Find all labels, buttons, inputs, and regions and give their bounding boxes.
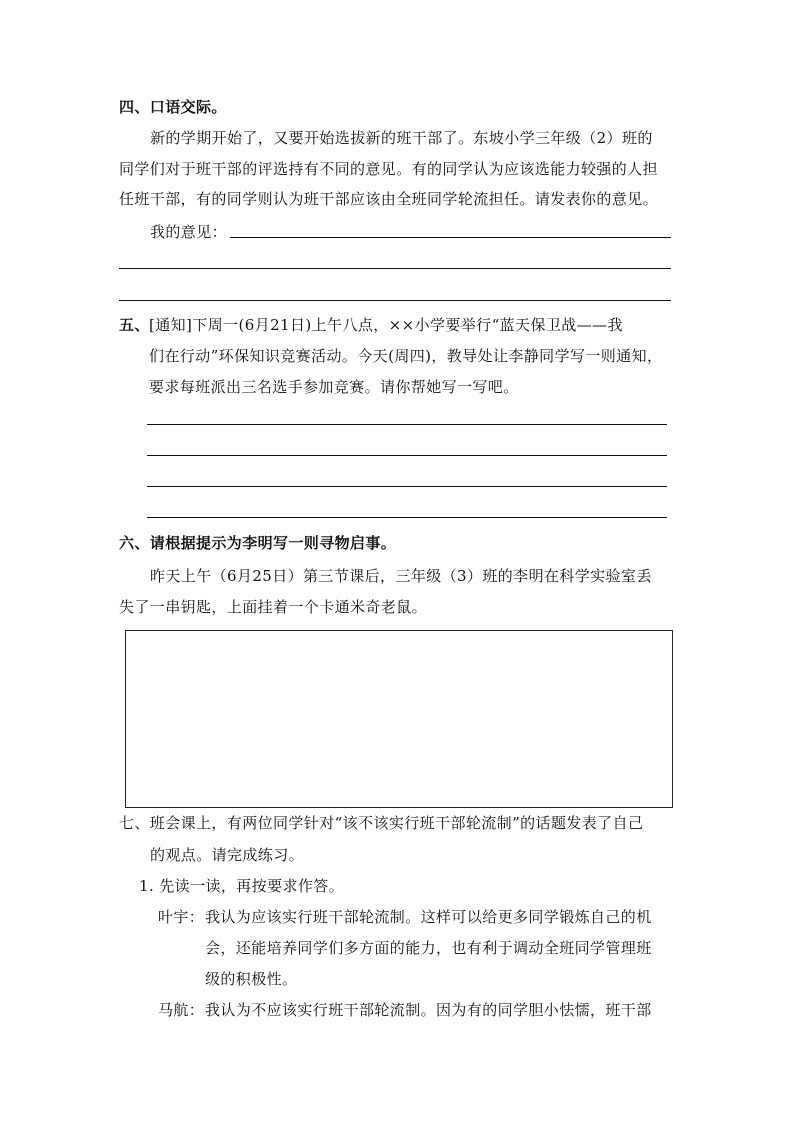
- section-4-line-2: 同学们对于班干部的评选持有不同的意见。有的同学认为应该选能力较强的人担: [119, 160, 659, 178]
- section-6-title: 六、请根据提示为李明写一则寻物启事。: [119, 534, 397, 552]
- notice-answer-line-2[interactable]: [147, 455, 667, 456]
- yeyu-line-3: 级的积极性。: [205, 970, 298, 988]
- yeyu-line-2: 会，还能培养同学们多方面的能力，也有利于调动全班同学管理班: [205, 939, 652, 957]
- yeyu-line-1: 我认为应该实行班干部轮流制。这样可以给更多同学锻炼自己的机: [205, 908, 652, 926]
- section-6-line-2: 失了一串钥匙，上面挂着一个卡通米奇老鼠。: [119, 598, 428, 616]
- section-6-line-1: 昨天上午（6月25日）第三节课后，三年级（3）班的李明在科学实验室丢: [150, 567, 652, 585]
- notice-answer-line-4[interactable]: [147, 517, 667, 518]
- section-5-line-2: 们在行动”环保知识竞赛活动。今天(周四)，教导处让李静同学写一则通知，: [149, 347, 663, 365]
- section-7-line-2: 的观点。请完成练习。: [150, 846, 305, 864]
- section-4-line-1: 新的学期开始了，又要开始选拔新的班干部了。东坡小学三年级（2）班的: [150, 129, 653, 147]
- section-5-number: 五、: [119, 316, 150, 334]
- section-5-line-3: 要求每班派出三名选手参加竞赛。请你帮她写一写吧。: [149, 378, 519, 396]
- mahang-line-1: 我认为不应该实行班干部轮流制。因为有的同学胆小怯懦，班干部: [205, 1001, 652, 1019]
- notice-answer-line-3[interactable]: [147, 486, 667, 487]
- section-7-line-1: 七、班会课上，有两位同学针对“该不该实行班干部轮流制”的话题发表了自己: [119, 814, 644, 832]
- lost-notice-answer-box[interactable]: [125, 630, 673, 808]
- opinion-answer-line-2[interactable]: [119, 268, 671, 269]
- opinion-label: 我的意见：: [150, 223, 228, 241]
- question-1: 1. 先读一读，再按要求作答。: [139, 877, 345, 895]
- opinion-answer-line-3[interactable]: [119, 300, 671, 301]
- section-5-line-1: [通知]下周一(6月21日)上午八点，××小学要举行“蓝天保卫战——我: [149, 316, 623, 334]
- speaker-yeyu: 叶宇：: [158, 908, 205, 926]
- section-4-title: 四、口语交际。: [119, 98, 227, 116]
- speaker-mahang: 马航：: [158, 1001, 205, 1019]
- notice-answer-line-1[interactable]: [147, 424, 667, 425]
- section-4-line-3: 任班干部，有的同学则认为班干部应该由全班同学轮流担任。请发表你的意见。: [119, 190, 659, 208]
- opinion-answer-line-1[interactable]: [230, 237, 671, 238]
